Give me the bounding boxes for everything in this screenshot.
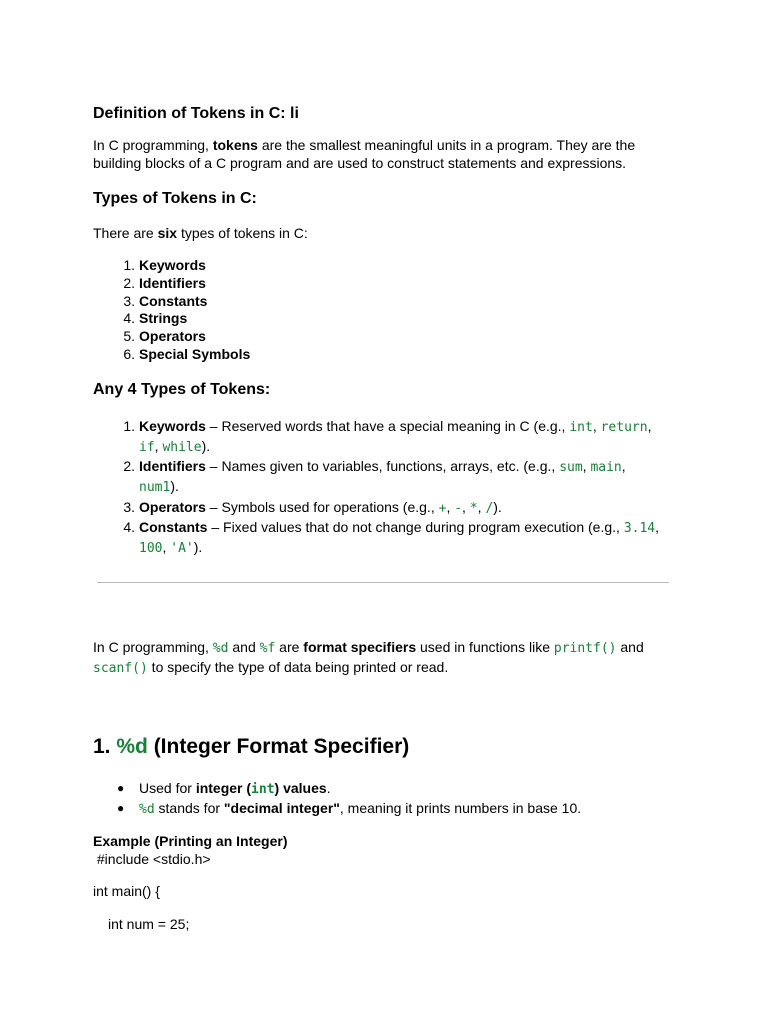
format-intro-line1 xyxy=(93,638,644,658)
text-span: types of tokens in C: xyxy=(177,225,308,241)
list-item-label: Identifiers xyxy=(139,274,206,291)
code-snippet: 'A' xyxy=(170,541,194,556)
code-snippet: while xyxy=(162,440,202,455)
text-span: to specify the type of data being printed or read. xyxy=(147,659,449,675)
code-snippet: return xyxy=(600,420,648,435)
code-snippet: %f xyxy=(259,641,276,656)
text-span: are xyxy=(275,639,304,655)
code-snippet: - xyxy=(454,501,463,516)
text-span: – Symbols used for operations (e.g., xyxy=(205,499,439,515)
heading-types-of-tokens: Types of Tokens in C: xyxy=(93,190,257,207)
text-span: , xyxy=(592,418,601,434)
list-item-label: Special Symbols xyxy=(139,345,251,362)
code-snippet: %d xyxy=(139,802,155,817)
bullet-icon: ● xyxy=(117,801,125,815)
types-intro-paragraph xyxy=(93,224,308,242)
text-span: – Names given to variables, functions, arrays, etc. (e.g., xyxy=(205,458,560,474)
list-number: 2. xyxy=(123,274,135,291)
token-types-list xyxy=(123,256,251,363)
list-number: 6. xyxy=(123,345,135,362)
list-number: 2. xyxy=(123,458,135,474)
bullet-icon: ● xyxy=(117,781,125,795)
list-item-label: Strings xyxy=(139,310,188,327)
bold-term-tokens: tokens xyxy=(212,137,258,153)
text-span: In C programming, xyxy=(93,137,213,153)
text-span: , meaning it prints numbers in base 10. xyxy=(339,800,582,816)
code-line-int-num: int num = 25; xyxy=(108,916,190,932)
code-snippet: sum xyxy=(559,460,583,475)
code-snippet: int xyxy=(569,420,593,435)
list-item-label: Constants xyxy=(139,519,208,535)
text-span: . xyxy=(326,780,331,796)
text-span: ). xyxy=(193,539,203,555)
list-item xyxy=(123,345,251,363)
text-span: , xyxy=(647,418,652,434)
code-snippet: if xyxy=(139,440,155,455)
bullet-item-integer-values xyxy=(117,779,331,799)
code-snippet: int xyxy=(251,782,275,797)
code-snippet: 100 xyxy=(139,541,163,556)
code-snippet: %d xyxy=(212,641,229,656)
horizontal-divider xyxy=(97,582,669,583)
text-span: Used for xyxy=(139,780,196,796)
list-item-label: Operators xyxy=(139,499,206,515)
text-span: are the smallest meaningful units in a program. They are the xyxy=(257,137,636,153)
text-span: used in functions like xyxy=(416,639,554,655)
list-item-identifiers-cont xyxy=(139,477,179,497)
list-item-label: Operators xyxy=(139,328,206,345)
list-item-label: Constants xyxy=(139,292,208,309)
bold-term: "decimal integer" xyxy=(223,800,340,816)
list-number: 4. xyxy=(123,519,135,535)
code-line-include: #include <stdio.h> xyxy=(93,851,211,867)
text-span: , xyxy=(154,438,163,454)
code-snippet: num1 xyxy=(139,480,171,495)
code-snippet: * xyxy=(469,501,478,516)
text-span: ). xyxy=(493,499,502,515)
list-item-label: Keywords xyxy=(139,418,206,434)
bold-term: ) values xyxy=(274,780,327,796)
list-item-label: Identifiers xyxy=(139,458,206,474)
list-item xyxy=(123,292,250,310)
list-item-keywords-cont xyxy=(139,437,210,457)
text-span: stands for xyxy=(154,800,224,816)
text-span: , xyxy=(462,499,470,515)
text-span: and xyxy=(616,639,644,655)
list-number: 4. xyxy=(123,310,135,327)
list-number: 5. xyxy=(123,328,135,345)
heading-code: %d xyxy=(116,735,148,758)
list-item xyxy=(123,309,250,327)
heading-definition-of-tokens: Definition of Tokens in C: li xyxy=(93,105,299,122)
text-span: – Reserved words that have a special meaning in C (e.g., xyxy=(205,418,570,434)
text-span: , xyxy=(621,458,626,474)
code-snippet: 3.14 xyxy=(623,521,656,536)
text-span: and xyxy=(228,639,260,655)
list-item-label: Keywords xyxy=(139,257,206,273)
list-number: 1. xyxy=(123,257,135,273)
heading-number: 1. xyxy=(93,735,117,758)
text-span: , xyxy=(446,499,455,515)
list-number: 3. xyxy=(123,292,135,309)
list-number: 1. xyxy=(123,418,135,434)
code-snippet: scanf() xyxy=(93,661,148,676)
code-line-main: int main() { xyxy=(93,883,160,899)
list-item-keywords xyxy=(123,417,652,437)
code-snippet: printf() xyxy=(553,641,617,656)
bold-term: format specifiers xyxy=(303,639,417,655)
text-span: ). xyxy=(201,438,211,454)
definition-paragraph-line1 xyxy=(93,136,635,154)
list-item-constants-cont xyxy=(139,538,202,558)
text-span: , xyxy=(582,458,591,474)
code-snippet: main xyxy=(590,460,622,475)
list-item-operators xyxy=(123,498,502,518)
list-item-constants xyxy=(123,518,660,538)
list-item xyxy=(123,256,250,274)
bold-term-six: six xyxy=(157,225,178,241)
text-span: , xyxy=(655,519,660,535)
text-span: – Fixed values that do not change during program execution (e.g., xyxy=(207,519,624,535)
list-item xyxy=(123,327,250,345)
bullet-item-decimal-integer xyxy=(117,799,582,819)
format-intro-line2 xyxy=(93,658,448,678)
list-number: 3. xyxy=(123,499,135,515)
code-snippet: + xyxy=(438,501,447,516)
text-span: , xyxy=(477,499,486,515)
example-title: Example (Printing an Integer) xyxy=(93,833,288,849)
bold-term: integer ( xyxy=(195,780,252,796)
text-span: There are xyxy=(93,225,158,241)
text-span: In C programming, xyxy=(93,639,213,655)
list-item xyxy=(123,274,250,292)
heading-any-4-types: Any 4 Types of Tokens: xyxy=(93,381,271,398)
heading-integer-format-specifier xyxy=(93,734,409,760)
code-snippet: / xyxy=(485,501,494,516)
heading-text: (Integer Format Specifier) xyxy=(147,735,410,758)
definition-paragraph-line2: building blocks of a C program and are used to construct statements and expressions. xyxy=(93,155,627,171)
text-span: ). xyxy=(170,478,179,494)
text-span: , xyxy=(162,539,171,555)
list-item-identifiers xyxy=(123,457,626,477)
